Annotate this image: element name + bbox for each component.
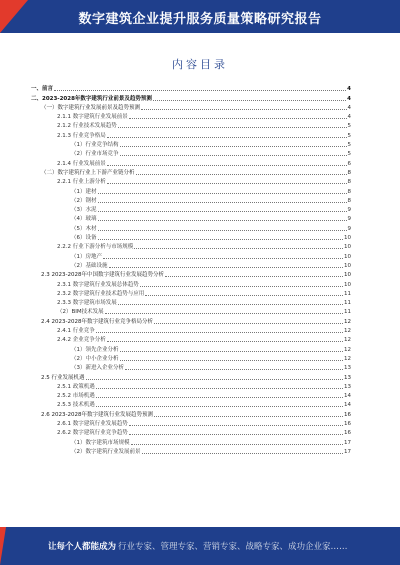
toc-entry[interactable] [31,222,351,231]
toc-entry-page: 16 [344,411,351,418]
toc-entry-label: （2）中小企业分析 [71,355,119,362]
toc-leader-dots [129,425,343,426]
toc-entry[interactable] [31,120,351,129]
toc-entry[interactable] [31,325,351,334]
toc-entry-page: 16 [344,430,351,437]
toc-entry[interactable] [31,315,351,324]
toc-entry-page: 5 [347,151,351,158]
toc-entry[interactable] [31,399,351,408]
toc-entry-page: 4 [347,104,351,111]
toc-entry-page: 11 [344,300,351,307]
toc-leader-dots [98,220,347,221]
toc-entry-label: 2.5.3 技术机遇 [57,402,95,409]
toc-entry[interactable] [31,418,351,427]
toc-entry-page: 10 [344,262,351,269]
toc-leader-dots [129,434,343,435]
toc-entry-page: 12 [344,355,351,362]
toc-leader-dots [105,313,343,314]
toc-leader-dots [109,267,344,268]
toc-entry[interactable] [31,204,351,213]
toc-entry-label: 2.1.2 行业技术发展趋势 [57,123,117,130]
toc-entry[interactable] [31,139,351,148]
toc-entry[interactable] [31,92,351,101]
toc-leader-dots [96,332,343,333]
toc-entry-label: （2）钢材 [71,197,97,204]
toc-entry-page: 9 [347,216,351,223]
toc-entry-label: 2.3.3 数字建筑市场发展 [57,300,117,307]
footer-accent [0,527,6,565]
toc-entry-label: 2.6.1 数字建筑行业发展趋势 [57,420,128,427]
toc-leader-dots [153,100,346,101]
toc-entry-label: （二）数字建筑行业上下游产业链分析 [41,169,135,176]
toc-entry[interactable] [31,306,351,315]
toc-entry[interactable] [31,111,351,120]
toc-entry-label: 2.6.2 数字建筑行业竞争趋势 [57,430,128,437]
toc-leader-dots [107,183,347,184]
toc-entry-page: 17 [344,448,351,455]
toc-entry-page: 10 [344,235,351,242]
toc-leader-dots [107,341,343,342]
toc-entry-page: 4 [347,95,351,102]
toc-entry-label: （4）玻璃 [71,216,97,223]
toc-entry-page: 13 [344,365,351,372]
footer-slogan: 让每个人都能成为 [48,542,117,552]
toc-entry-label: 2.3.2 数字建筑行业技术趋势与应用 [57,290,145,297]
toc-leader-dots [103,258,343,259]
toc-leader-dots [120,155,347,156]
toc-entry[interactable] [31,371,351,380]
toc-leader-dots [98,239,344,240]
toc-entry-label: （3）新进入企业分析 [71,365,124,372]
toc-leader-dots [118,304,343,305]
toc-entry[interactable] [31,176,351,185]
toc-entry[interactable] [31,232,351,241]
toc-entry-label: （2）数字建筑行业发展前景 [71,448,141,455]
toc-entry-label: （2）BIM技术发展 [57,309,104,316]
toc-entry-label: （2）基础设施 [71,262,108,269]
toc-leader-dots [98,193,347,194]
toc-entry[interactable] [31,353,351,362]
toc-entry-label: （3）水泥 [71,207,97,214]
toc-entry-page: 17 [344,439,351,446]
toc-entry-label: 2.1.3 行业竞争格局 [57,132,106,139]
toc-entry[interactable] [31,381,351,390]
toc-entry-page: 8 [347,197,351,204]
toc-entry-page: 10 [344,253,351,260]
toc-leader-dots [118,127,347,128]
toc-leader-dots [96,406,343,407]
toc-entry[interactable] [31,241,351,250]
toc-entry[interactable] [31,102,351,111]
toc-entry-page: 5 [347,123,351,130]
toc-entry[interactable] [31,436,351,445]
toc-entry-label: （5）木材 [71,225,97,232]
toc-entry[interactable] [31,129,351,138]
toc-entry-page: 11 [344,290,351,297]
toc-entry-page: 9 [347,225,351,232]
toc-entry-page: 13 [344,383,351,390]
toc-leader-dots [142,453,343,454]
toc-entry-label: 2.1.1 数字建筑行业发展前景 [57,114,128,121]
toc-entry[interactable] [31,362,351,371]
toc-entry-label: 2.5 行业发展机遇 [41,374,85,381]
toc-leader-dots [141,109,346,110]
toc-leader-dots [129,118,347,119]
toc-entry[interactable] [31,185,351,194]
toc-entry-page: 8 [347,169,351,176]
toc-entry-label: （6）设备 [71,235,97,242]
toc-entry-page: 12 [344,337,351,344]
toc-entry-label: 二、2023-2028年数字建筑行业前景及趋势预测 [31,95,152,102]
toc-entry-label: （1）领先企业分析 [71,346,119,353]
toc-entry[interactable] [31,157,351,166]
footer-roles: 行业专家、管理专家、营销专家、战略专家、成功企业家…… [118,542,348,552]
footer-banner [0,527,400,565]
toc-entry-label: 2.4 2023-2028年数字建筑行业竞争格局分析 [41,318,153,325]
toc-entry-page: 13 [344,374,351,381]
toc-entry-label: 2.2.1 行业上游分析 [57,179,106,186]
toc-entry-page: 14 [344,393,351,400]
toc-entry[interactable] [31,195,351,204]
toc-entry[interactable] [31,334,351,343]
toc-entry-page: 11 [344,309,351,316]
toc-leader-dots [134,248,343,249]
toc-entry-page: 6 [347,160,351,167]
toc-entry-label: 2.3 2023-2028年中国数字建筑行业发展趋势分析 [41,272,164,279]
toc-entry-label: （一）数字建筑行业发展前景及趋势预测 [41,104,141,111]
toc-entry[interactable] [31,390,351,399]
toc-leader-dots [86,379,344,380]
toc-entry[interactable] [31,250,351,259]
toc-leader-dots [120,351,344,352]
table-of-contents [31,83,351,455]
toc-entry[interactable] [31,446,351,455]
toc-entry-label: 2.2.2 行业下游分析与市场规模 [57,244,134,251]
toc-entry-label: 2.1.4 行业发展前景 [57,160,106,167]
toc-leader-dots [107,137,347,138]
toc-entry-page: 12 [344,318,351,325]
toc-entry-page: 16 [344,420,351,427]
toc-leader-dots [154,416,343,417]
toc-entry[interactable] [31,343,351,352]
toc-entry-page: 14 [344,402,351,409]
toc-leader-dots [165,276,343,277]
toc-entry[interactable] [31,288,351,297]
toc-entry-page: 8 [347,179,351,186]
toc-leader-dots [120,146,347,147]
toc-leader-dots [107,165,347,166]
toc-entry[interactable] [31,427,351,436]
toc-entry[interactable] [31,167,351,176]
toc-entry-page: 12 [344,346,351,353]
toc-leader-dots [54,90,346,91]
toc-entry-label: 一、前言 [31,86,54,93]
toc-entry[interactable] [31,269,351,278]
toc-entry-page: 5 [347,142,351,149]
toc-leader-dots [98,230,347,231]
toc-entry-page: 10 [344,244,351,251]
toc-entry-page: 4 [347,114,351,121]
toc-leader-dots [145,295,343,296]
toc-entry-page: 8 [347,188,351,195]
toc-entry[interactable] [31,278,351,287]
toc-entry-label: 2.5.2 市场机遇 [57,393,95,400]
toc-entry[interactable] [31,408,351,417]
toc-entry-label: 2.4.2 企业竞争分析 [57,337,106,344]
toc-leader-dots [120,360,344,361]
toc-entry-label: 2.5.1 政策机遇 [57,383,95,390]
toc-leader-dots [98,211,347,212]
toc-leader-dots [136,174,347,175]
toc-entry-label: （2）行业市场竞争 [71,151,119,158]
toc-entry-label: （1）房地产 [71,253,102,260]
toc-leader-dots [98,202,347,203]
toc-entry-page: 10 [344,281,351,288]
toc-entry-page: 4 [347,86,351,93]
toc-heading: 内容目录 [172,58,228,71]
toc-entry-label: （1）建材 [71,188,97,195]
toc-entry-page: 5 [347,132,351,139]
toc-entry[interactable] [31,148,351,157]
toc-leader-dots [96,397,343,398]
toc-entry-page: 12 [344,328,351,335]
toc-leader-dots [96,388,343,389]
toc-entry-label: （1）行业竞争结构 [71,142,119,149]
report-header-bar [0,0,400,33]
toc-entry[interactable] [31,83,351,92]
toc-entry[interactable] [31,213,351,222]
toc-entry[interactable] [31,260,351,269]
toc-entry-page: 10 [344,272,351,279]
toc-leader-dots [131,444,343,445]
toc-entry-label: （1）数字建筑市场规模 [71,439,130,446]
toc-entry[interactable] [31,297,351,306]
report-title: 数字建筑企业提升服务质量策略研究报告 [78,12,322,27]
toc-entry-label: 2.4.1 行业竞争 [57,328,95,335]
toc-leader-dots [125,369,343,370]
toc-leader-dots [140,286,343,287]
toc-entry-label: 2.6 2023-2028年数字建筑行业发展趋势预测 [41,411,153,418]
toc-leader-dots [154,323,343,324]
toc-entry-label: 2.3.1 数字建筑行业发展总体趋势 [57,281,139,288]
toc-entry-page: 9 [347,207,351,214]
